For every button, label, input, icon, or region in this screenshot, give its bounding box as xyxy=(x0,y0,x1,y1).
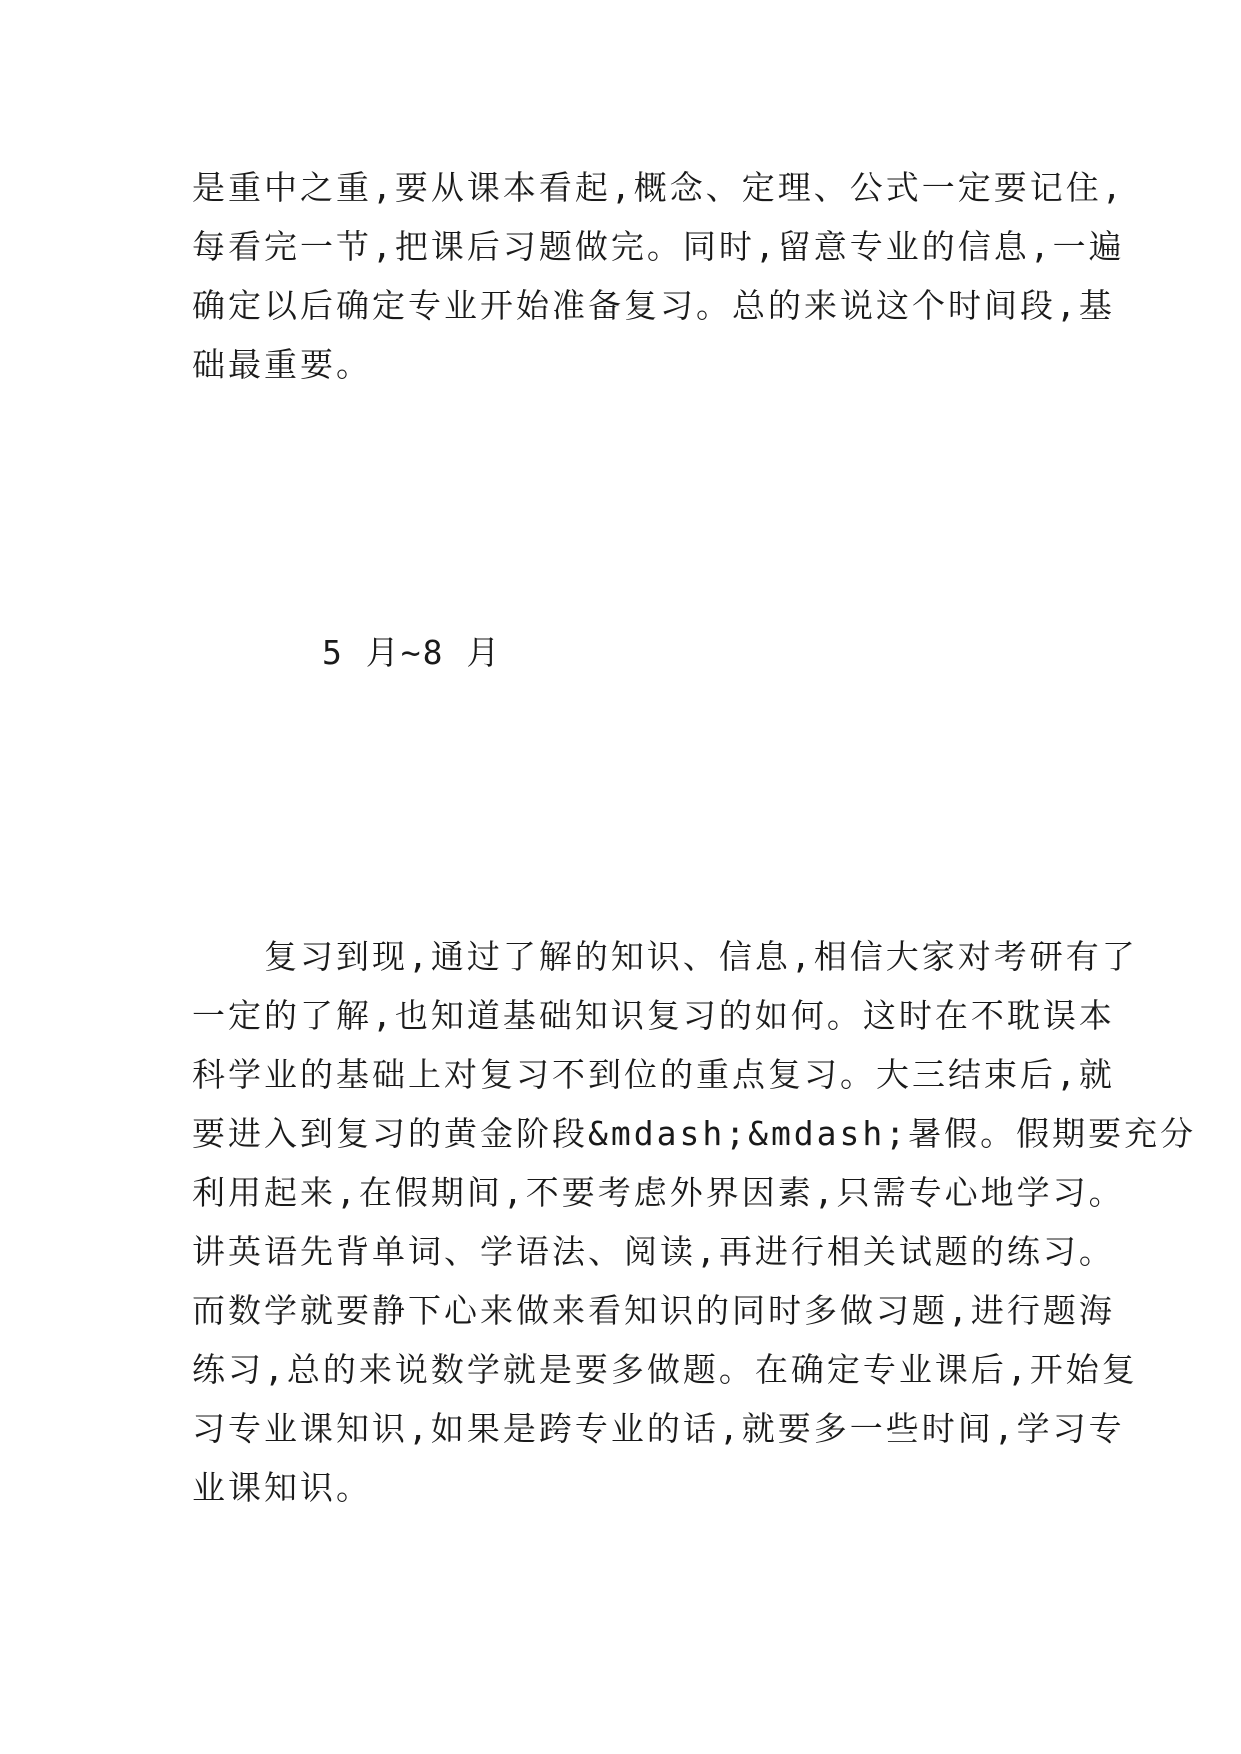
paragraph-line: 利用起来,在假期间,不要考虑外界因素,只需专心地学习。 xyxy=(192,1173,1125,1212)
paragraph-line: 讲英语先背单词、学语法、阅读,再进行相关试题的练习。 xyxy=(192,1232,1115,1271)
paragraph-line: 练习,总的来说数学就是要多做题。在确定专业课后,开始复 xyxy=(192,1350,1138,1389)
paragraph-line: 础最重要。 xyxy=(192,345,372,384)
paragraph-line: 每看完一节,把课后习题做完。同时,留意专业的信息,一遍 xyxy=(192,227,1125,266)
section-heading: 5 月~8 月 xyxy=(322,633,502,672)
paragraph-line: 是重中之重,要从课本看起,概念、定理、公式一定要记住, xyxy=(192,168,1125,207)
paragraph-line: 一定的了解,也知道基础知识复习的如何。这时在不耽误本 xyxy=(192,996,1115,1035)
paragraph-line: 科学业的基础上对复习不到位的重点复习。大三结束后,就 xyxy=(192,1055,1115,1094)
paragraph-line: 确定以后确定专业开始准备复习。总的来说这个时间段,基 xyxy=(192,286,1115,325)
paragraph-line: 而数学就要静下心来做来看知识的同时多做习题,进行题海 xyxy=(192,1291,1115,1330)
paragraph-line: 复习到现,通过了解的知识、信息,相信大家对考研有了 xyxy=(192,937,1138,976)
paragraph-line: 业课知识。 xyxy=(192,1468,372,1507)
paragraph-line: 习专业课知识,如果是跨专业的话,就要多一些时间,学习专 xyxy=(192,1409,1125,1448)
paragraph-line: 要进入到复习的黄金阶段&mdash;&mdash;暑假。假期要充分 xyxy=(192,1114,1197,1153)
